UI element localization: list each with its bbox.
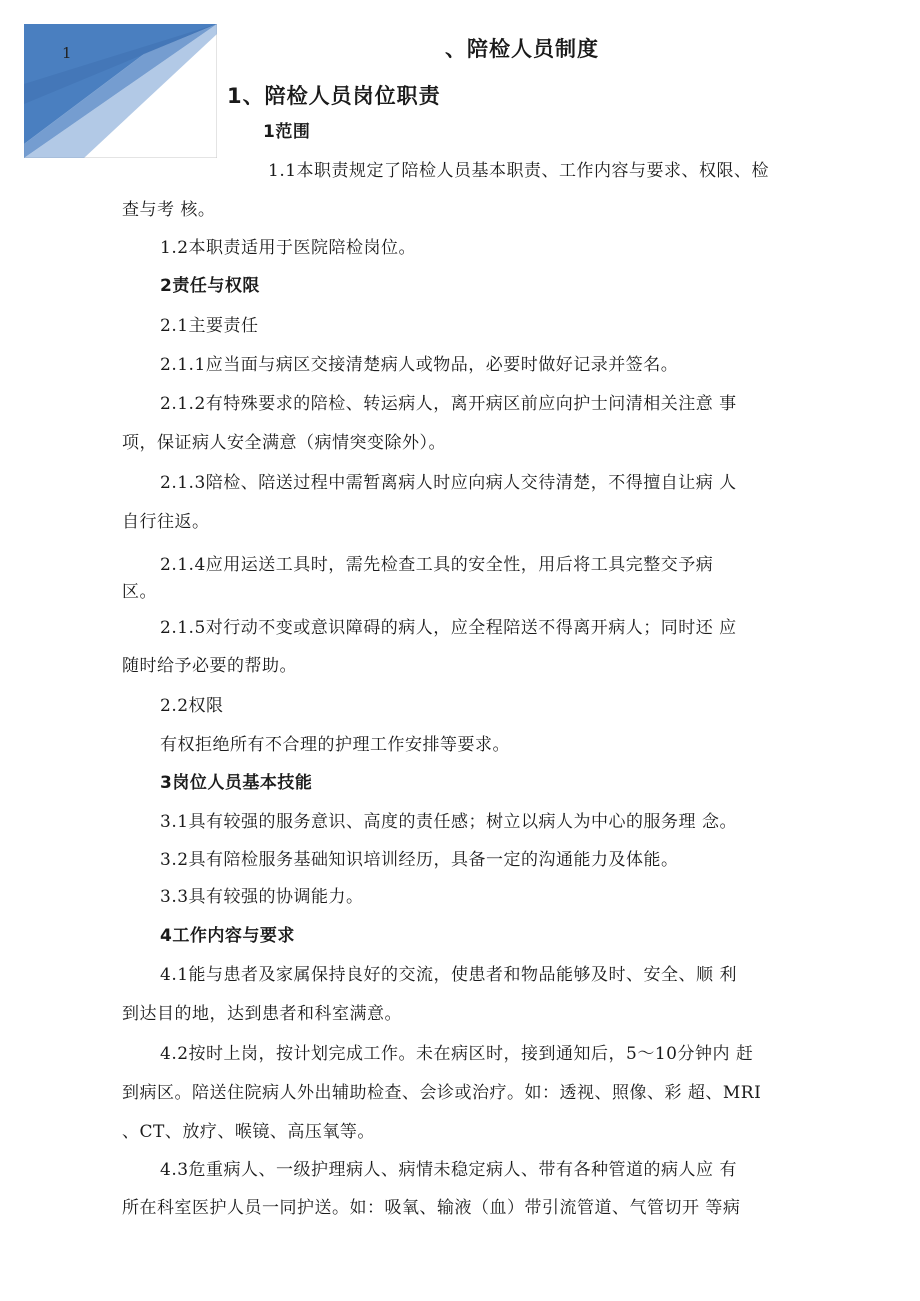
paragraph-line: 所在科室医护人员一同护送。如：吸氧、输液（血）带引流管道、气管切开 等病 <box>122 1198 741 1218</box>
paragraph-line: 2.1.2有特殊要求的陪检、转运病人，离开病区前应向护士问清相关注意 事 <box>160 394 737 414</box>
paragraph-line: 1.1本职责规定了陪检人员基本职责、工作内容与要求、权限、检 <box>268 161 770 181</box>
page-number: 1 <box>62 44 72 62</box>
paragraph-line: 到病区。陪送住院病人外出辅助检查、会诊或治疗。如：透视、照像、彩 超、MRI <box>122 1083 762 1103</box>
paragraph-line: 2.1.3陪检、陪送过程中需暂离病人时应向病人交待清楚，不得擅自让病 人 <box>160 473 737 493</box>
paragraph-line: 4.2按时上岗，按计划完成工作。未在病区时，接到通知后，5～10分钟内 赶 <box>160 1044 754 1064</box>
paragraph-line: 区。 <box>122 582 157 602</box>
paragraph-line: 到达目的地，达到患者和科室满意。 <box>122 1004 402 1024</box>
paragraph-line: 2.1主要责任 <box>160 316 259 336</box>
paragraph-line: 3.2具有陪检服务基础知识培训经历，具备一定的沟通能力及体能。 <box>160 850 679 870</box>
paragraph-line: 有权拒绝所有不合理的护理工作安排等要求。 <box>160 735 510 755</box>
paragraph-line: 查与考 核。 <box>122 200 216 220</box>
paragraph-line: 、CT、放疗、喉镜、高压氧等。 <box>122 1122 375 1142</box>
paragraph-line: 2.2权限 <box>160 696 224 716</box>
heading-scope: 1范围 <box>263 122 311 142</box>
paragraph-line: 项，保证病人安全满意（病情突变除外）。 <box>122 433 446 453</box>
paragraph-line: 随时给予必要的帮助。 <box>122 656 297 676</box>
paragraph-line: 3.1具有较强的服务意识、高度的责任感；树立以病人为中心的服务理 念。 <box>160 812 737 832</box>
heading-responsibility: 2责任与权限 <box>160 276 260 296</box>
document-title: 、陪检人员制度 <box>445 37 599 61</box>
heading-skills: 3岗位人员基本技能 <box>160 773 313 793</box>
paragraph-line: 1.2本职责适用于医院陪检岗位。 <box>160 238 417 258</box>
section-title: 1、陪检人员岗位职责 <box>227 84 441 108</box>
paragraph-line: 2.1.5对行动不变或意识障碍的病人，应全程陪送不得离开病人；同时还 应 <box>160 618 737 638</box>
paragraph-line: 4.3危重病人、一级护理病人、病情未稳定病人、带有各种管道的病人应 有 <box>160 1160 737 1180</box>
heading-work-content: 4工作内容与要求 <box>160 926 295 946</box>
paragraph-line: 自行往返。 <box>122 512 210 532</box>
corner-decoration <box>24 24 217 158</box>
paragraph-line: 2.1.1应当面与病区交接清楚病人或物品，必要时做好记录并签名。 <box>160 355 679 375</box>
paragraph-line: 3.3具有较强的协调能力。 <box>160 887 364 907</box>
paragraph-line: 4.1能与患者及家属保持良好的交流，使患者和物品能够及时、安全、顺 利 <box>160 965 737 985</box>
paragraph-line: 2.1.4应用运送工具时，需先检查工具的安全性，用后将工具完整交予病 <box>160 555 714 575</box>
